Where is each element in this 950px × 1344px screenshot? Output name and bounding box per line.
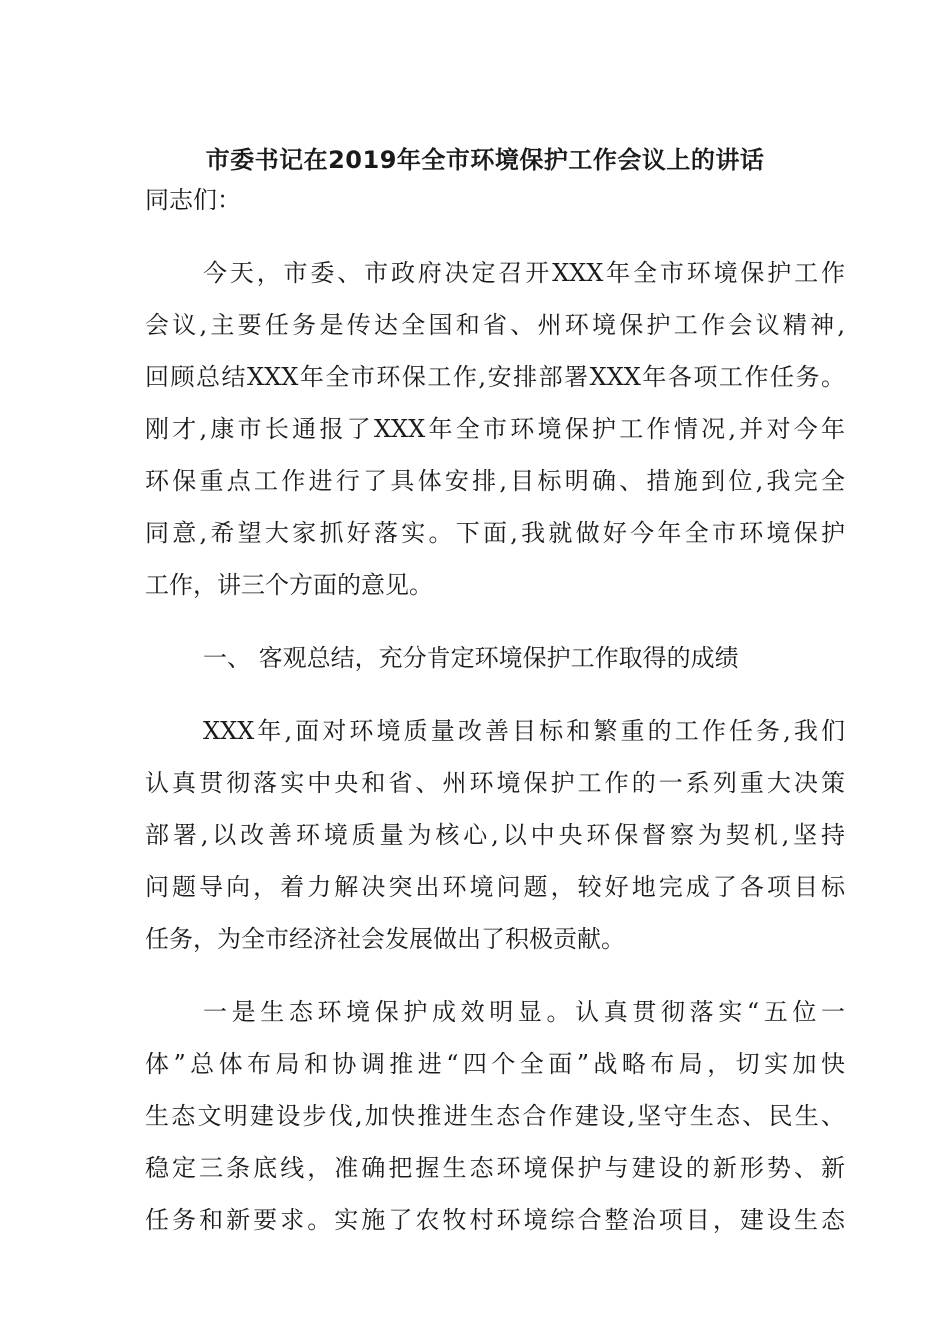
paragraph-line: 同意,希望大家抓好落实。下面,我就做好今年全市环境保护: [145, 519, 845, 547]
paragraph-line: XXX年,面对环境质量改善目标和繁重的工作任务,我们: [203, 717, 845, 745]
paragraph-line: 任务和新要求。实施了农牧村环境综合整治项目，建设生态: [145, 1206, 845, 1234]
section-heading-line: 一、 客观总结，充分肯定环境保护工作取得的成绩: [203, 644, 739, 672]
paragraph-line: 问题导向，着力解决突出环境问题，较好地完成了各项目标: [145, 873, 845, 901]
section-heading-1: [145, 632, 845, 684]
salutation: 同志们：: [145, 186, 241, 214]
paragraph-line: 今天，市委、市政府决定召开XXX年全市环境保护工作: [203, 259, 845, 287]
paragraph-line: 会议,主要任务是传达全国和省、州环境保护工作会议精神,: [145, 311, 845, 339]
paragraph-ecology: [145, 986, 845, 1246]
paragraph-summary: [145, 705, 845, 965]
paragraph-line: 刚才,康市长通报了XXX年全市环境保护工作情况,并对今年: [145, 415, 845, 443]
paragraph-gap: [145, 226, 845, 247]
document-body: [145, 174, 845, 1246]
paragraph-gap: [145, 965, 845, 986]
paragraph-line: 部署,以改善环境质量为核心,以中央环保督察为契机,坚持: [145, 821, 845, 849]
paragraph-line: 体”总体布局和协调推进“四个全面”战略布局，切实加快: [145, 1050, 845, 1078]
paragraph-opening: [145, 247, 845, 611]
paragraph-line: 工作，讲三个方面的意见。: [145, 571, 433, 599]
paragraph-gap: [145, 611, 845, 632]
paragraph-line: 一是生态环境保护成效明显。认真贯彻落实“五位一: [203, 998, 845, 1026]
paragraph-line: 任务，为全市经济社会发展做出了积极贡献。: [145, 925, 625, 953]
paragraph-line: 认真贯彻落实中央和省、州环境保护工作的一系列重大决策: [145, 769, 845, 797]
document-title: 市委书记在2019年全市环境保护工作会议上的讲话: [205, 146, 765, 174]
paragraph-line: 回顾总结XXX年全市环保工作,安排部署XXX年各项工作任务。: [145, 363, 845, 391]
paragraph-line: 稳定三条底线，准确把握生态环境保护与建设的新形势、新: [145, 1154, 845, 1182]
paragraph-line: 环保重点工作进行了具体安排,目标明确、措施到位,我完全: [145, 467, 845, 495]
paragraph-line: 生态文明建设步伐,加快推进生态合作建设,坚守生态、民生、: [145, 1102, 845, 1130]
paragraph-gap: [145, 684, 845, 705]
